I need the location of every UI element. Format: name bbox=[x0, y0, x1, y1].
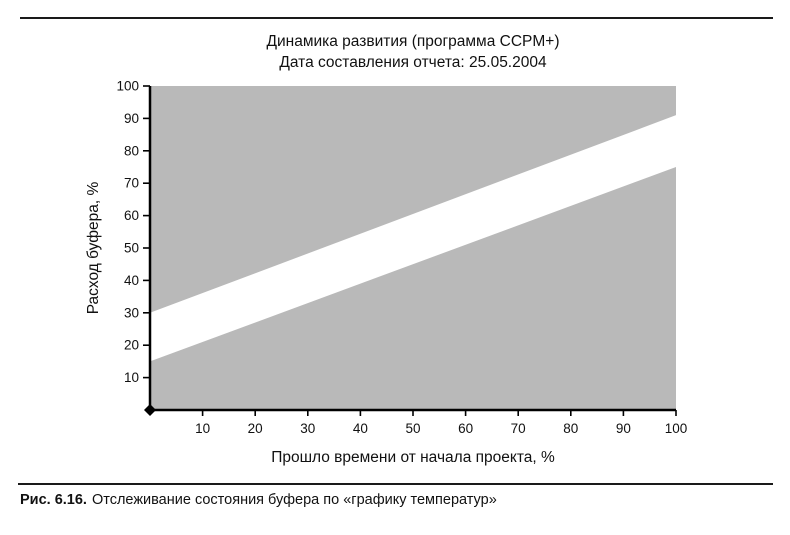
y-tick-label: 70 bbox=[123, 175, 139, 191]
y-tick-label: 40 bbox=[123, 272, 139, 288]
chart-subtitle: Дата составления отчета: 25.05.2004 bbox=[279, 54, 547, 71]
x-axis-title: Прошло времени от начала проекта, % bbox=[271, 449, 555, 466]
y-tick-label: 50 bbox=[123, 240, 139, 256]
y-tick-label: 30 bbox=[123, 305, 139, 321]
y-tick-label: 90 bbox=[123, 110, 139, 126]
x-tick-label: 80 bbox=[563, 421, 579, 436]
y-tick-label: 20 bbox=[123, 337, 139, 353]
y-tick-label: 10 bbox=[123, 370, 139, 386]
bottom-rule bbox=[18, 483, 773, 485]
y-tick-label: 100 bbox=[116, 78, 139, 94]
caption-text: Отслеживание состояния буфера по «графику температур» bbox=[91, 492, 497, 508]
y-tick-label: 80 bbox=[123, 143, 139, 159]
x-tick-label: 50 bbox=[405, 421, 421, 436]
x-tick-label: 100 bbox=[664, 421, 688, 436]
caption-label: Рис. 6.16. bbox=[20, 492, 87, 508]
y-axis-title: Расход буфера, % bbox=[85, 181, 102, 315]
x-tick-label: 10 bbox=[195, 421, 211, 436]
x-tick-label: 20 bbox=[247, 421, 263, 436]
figure-caption bbox=[20, 492, 497, 508]
chart-title: Динамика развития (программа CCPM+) bbox=[266, 33, 560, 50]
x-tick-label: 70 bbox=[510, 421, 526, 436]
x-tick-label: 40 bbox=[352, 421, 368, 436]
x-tick-label: 30 bbox=[300, 421, 316, 436]
x-tick-label: 90 bbox=[615, 421, 631, 436]
y-tick-label: 60 bbox=[123, 208, 139, 224]
x-tick-label: 60 bbox=[458, 421, 474, 436]
